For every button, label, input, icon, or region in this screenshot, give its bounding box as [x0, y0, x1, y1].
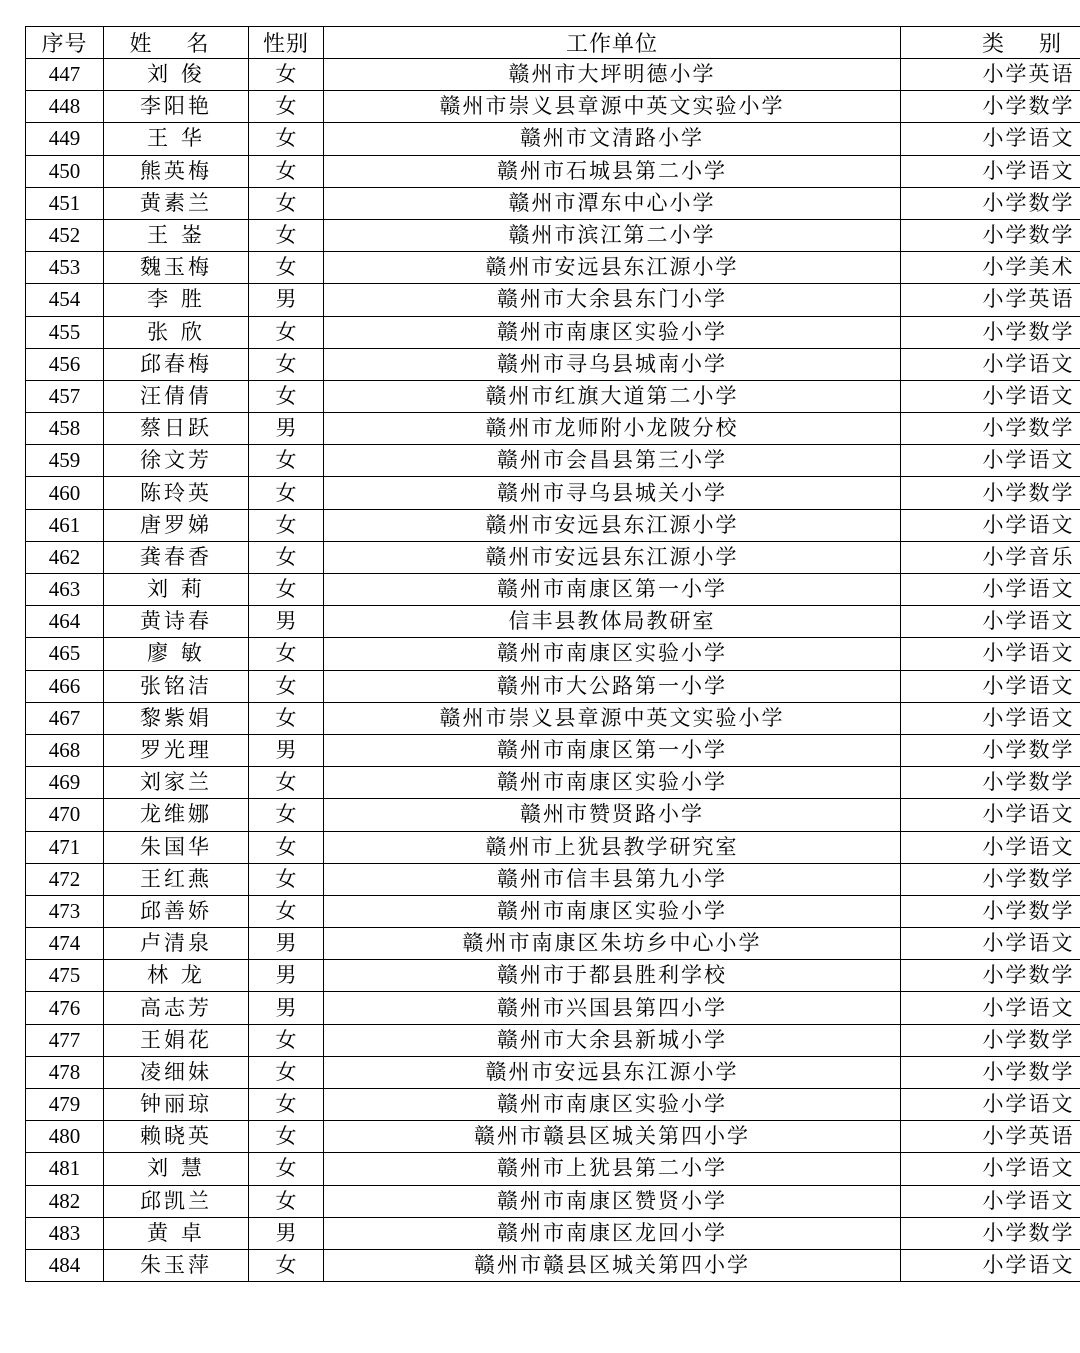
- cell-name: 邱善娇: [104, 895, 249, 927]
- cell-work-unit: 赣州市上犹县教学研究室: [324, 831, 901, 863]
- header-serial-number: 序号: [26, 27, 104, 59]
- cell-category: 小学数学: [901, 187, 1080, 219]
- table-row: [26, 606, 1080, 638]
- table-row: [26, 284, 1080, 316]
- cell-category: 小学英语: [901, 1121, 1080, 1153]
- cell-serial-number: 463: [26, 574, 104, 606]
- cell-gender: 女: [249, 895, 324, 927]
- cell-name: 黎紫娟: [104, 702, 249, 734]
- cell-work-unit: 信丰县教体局教研室: [324, 606, 901, 638]
- cell-category: 小学英语: [901, 59, 1080, 91]
- cell-gender: 女: [249, 574, 324, 606]
- table-row: [26, 574, 1080, 606]
- cell-category: 小学语文: [901, 1185, 1080, 1217]
- table-row: [26, 413, 1080, 445]
- table-row: [26, 799, 1080, 831]
- cell-gender: 女: [249, 863, 324, 895]
- cell-category: 小学数学: [901, 316, 1080, 348]
- cell-work-unit: 赣州市安远县东江源小学: [324, 541, 901, 573]
- cell-name: 刘家兰: [104, 767, 249, 799]
- cell-work-unit: 赣州市崇义县章源中英文实验小学: [324, 702, 901, 734]
- cell-gender: 女: [249, 477, 324, 509]
- cell-serial-number: 464: [26, 606, 104, 638]
- cell-work-unit: 赣州市滨江第二小学: [324, 219, 901, 251]
- cell-category: 小学语文: [901, 1249, 1080, 1281]
- cell-name: 邱凯兰: [104, 1185, 249, 1217]
- cell-serial-number: 471: [26, 831, 104, 863]
- cell-gender: 女: [249, 316, 324, 348]
- table-row: [26, 1121, 1080, 1153]
- cell-work-unit: 赣州市大公路第一小学: [324, 670, 901, 702]
- cell-serial-number: 447: [26, 59, 104, 91]
- cell-work-unit: 赣州市文清路小学: [324, 123, 901, 155]
- cell-gender: 女: [249, 123, 324, 155]
- cell-category: 小学语文: [901, 574, 1080, 606]
- cell-name: 蔡日跃: [104, 413, 249, 445]
- table-row: [26, 316, 1080, 348]
- cell-name: 朱玉萍: [104, 1249, 249, 1281]
- cell-work-unit: 赣州市信丰县第九小学: [324, 863, 901, 895]
- table-row: [26, 348, 1080, 380]
- cell-name: 凌细妹: [104, 1056, 249, 1088]
- cell-name: 刘 慧: [104, 1153, 249, 1185]
- table-row: [26, 123, 1080, 155]
- cell-gender: 男: [249, 413, 324, 445]
- table-row: [26, 1024, 1080, 1056]
- cell-gender: 男: [249, 734, 324, 766]
- table-row: [26, 541, 1080, 573]
- cell-category: 小学语文: [901, 992, 1080, 1024]
- table-row: [26, 1153, 1080, 1185]
- cell-work-unit: 赣州市上犹县第二小学: [324, 1153, 901, 1185]
- cell-serial-number: 484: [26, 1249, 104, 1281]
- cell-category: 小学语文: [901, 155, 1080, 187]
- cell-name: 刘 俊: [104, 59, 249, 91]
- table-row: [26, 380, 1080, 412]
- roster-sheet: [25, 26, 1075, 1282]
- table-row: [26, 219, 1080, 251]
- cell-serial-number: 469: [26, 767, 104, 799]
- cell-gender: 男: [249, 960, 324, 992]
- cell-name: 张铭洁: [104, 670, 249, 702]
- cell-name: 黄诗春: [104, 606, 249, 638]
- table-row: [26, 1249, 1080, 1281]
- cell-name: 熊英梅: [104, 155, 249, 187]
- cell-serial-number: 476: [26, 992, 104, 1024]
- cell-serial-number: 472: [26, 863, 104, 895]
- cell-category: 小学数学: [901, 734, 1080, 766]
- cell-name: 魏玉梅: [104, 252, 249, 284]
- cell-name: 龚春香: [104, 541, 249, 573]
- table-row: [26, 928, 1080, 960]
- cell-name: 赖晓英: [104, 1121, 249, 1153]
- cell-category: 小学语文: [901, 123, 1080, 155]
- cell-name: 张 欣: [104, 316, 249, 348]
- cell-category: 小学数学: [901, 767, 1080, 799]
- cell-category: 小学语文: [901, 799, 1080, 831]
- table-row: [26, 445, 1080, 477]
- cell-name: 廖 敏: [104, 638, 249, 670]
- table-row: [26, 252, 1080, 284]
- table-row: [26, 831, 1080, 863]
- cell-gender: 女: [249, 1089, 324, 1121]
- cell-serial-number: 481: [26, 1153, 104, 1185]
- cell-work-unit: 赣州市赣县区城关第四小学: [324, 1121, 901, 1153]
- cell-name: 朱国华: [104, 831, 249, 863]
- cell-work-unit: 赣州市龙师附小龙陂分校: [324, 413, 901, 445]
- cell-name: 邱春梅: [104, 348, 249, 380]
- cell-name: 龙维娜: [104, 799, 249, 831]
- table-row: [26, 960, 1080, 992]
- cell-category: 小学语文: [901, 928, 1080, 960]
- table-row: [26, 863, 1080, 895]
- cell-work-unit: 赣州市石城县第二小学: [324, 155, 901, 187]
- cell-name: 黄 卓: [104, 1217, 249, 1249]
- cell-work-unit: 赣州市潭东中心小学: [324, 187, 901, 219]
- cell-gender: 男: [249, 606, 324, 638]
- cell-name: 王娟花: [104, 1024, 249, 1056]
- cell-serial-number: 468: [26, 734, 104, 766]
- cell-work-unit: 赣州市会昌县第三小学: [324, 445, 901, 477]
- cell-name: 李 胜: [104, 284, 249, 316]
- cell-name: 王 崟: [104, 219, 249, 251]
- cell-serial-number: 474: [26, 928, 104, 960]
- cell-category: 小学语文: [901, 702, 1080, 734]
- cell-name: 王红燕: [104, 863, 249, 895]
- cell-work-unit: 赣州市南康区实验小学: [324, 895, 901, 927]
- table-row: [26, 670, 1080, 702]
- cell-gender: 女: [249, 799, 324, 831]
- table-row: [26, 187, 1080, 219]
- cell-work-unit: 赣州市崇义县章源中英文实验小学: [324, 91, 901, 123]
- cell-category: 小学数学: [901, 1056, 1080, 1088]
- cell-category: 小学数学: [901, 960, 1080, 992]
- cell-gender: 女: [249, 1056, 324, 1088]
- table-header: [26, 27, 1080, 59]
- cell-name: 林 龙: [104, 960, 249, 992]
- cell-name: 卢清泉: [104, 928, 249, 960]
- cell-work-unit: 赣州市南康区实验小学: [324, 316, 901, 348]
- cell-work-unit: 赣州市赞贤路小学: [324, 799, 901, 831]
- cell-serial-number: 465: [26, 638, 104, 670]
- cell-serial-number: 462: [26, 541, 104, 573]
- cell-work-unit: 赣州市大余县新城小学: [324, 1024, 901, 1056]
- cell-name: 陈玲英: [104, 477, 249, 509]
- cell-name: 罗光理: [104, 734, 249, 766]
- cell-gender: 女: [249, 702, 324, 734]
- cell-work-unit: 赣州市安远县东江源小学: [324, 252, 901, 284]
- header-gender: 性别: [249, 27, 324, 59]
- header-work-unit: 工作单位: [324, 27, 901, 59]
- cell-gender: 女: [249, 219, 324, 251]
- header-row: [26, 27, 1080, 59]
- table-row: [26, 509, 1080, 541]
- header-category: 类 别: [901, 27, 1080, 59]
- cell-gender: 女: [249, 187, 324, 219]
- table-row: [26, 638, 1080, 670]
- cell-category: 小学英语: [901, 284, 1080, 316]
- cell-category: 小学数学: [901, 895, 1080, 927]
- cell-category: 小学语文: [901, 638, 1080, 670]
- cell-serial-number: 475: [26, 960, 104, 992]
- cell-gender: 女: [249, 1153, 324, 1185]
- cell-category: 小学语文: [901, 1153, 1080, 1185]
- cell-category: 小学数学: [901, 1217, 1080, 1249]
- cell-work-unit: 赣州市南康区第一小学: [324, 574, 901, 606]
- cell-work-unit: 赣州市安远县东江源小学: [324, 509, 901, 541]
- cell-serial-number: 459: [26, 445, 104, 477]
- cell-serial-number: 482: [26, 1185, 104, 1217]
- cell-name: 刘 莉: [104, 574, 249, 606]
- cell-gender: 女: [249, 1121, 324, 1153]
- cell-name: 徐文芳: [104, 445, 249, 477]
- cell-serial-number: 460: [26, 477, 104, 509]
- table-row: [26, 1056, 1080, 1088]
- cell-gender: 男: [249, 928, 324, 960]
- cell-category: 小学语文: [901, 831, 1080, 863]
- cell-category: 小学语文: [901, 348, 1080, 380]
- cell-work-unit: 赣州市安远县东江源小学: [324, 1056, 901, 1088]
- cell-work-unit: 赣州市红旗大道第二小学: [324, 380, 901, 412]
- cell-name: 钟丽琼: [104, 1089, 249, 1121]
- cell-category: 小学语文: [901, 509, 1080, 541]
- table-row: [26, 702, 1080, 734]
- cell-category: 小学数学: [901, 91, 1080, 123]
- cell-serial-number: 451: [26, 187, 104, 219]
- cell-gender: 女: [249, 1249, 324, 1281]
- cell-name: 高志芳: [104, 992, 249, 1024]
- cell-category: 小学音乐: [901, 541, 1080, 573]
- cell-work-unit: 赣州市大余县东门小学: [324, 284, 901, 316]
- cell-gender: 女: [249, 1185, 324, 1217]
- table-row: [26, 59, 1080, 91]
- cell-gender: 女: [249, 509, 324, 541]
- cell-category: 小学数学: [901, 863, 1080, 895]
- header-name: 姓 名: [104, 27, 249, 59]
- cell-category: 小学数学: [901, 413, 1080, 445]
- cell-category: 小学美术: [901, 252, 1080, 284]
- cell-name: 黄素兰: [104, 187, 249, 219]
- cell-gender: 女: [249, 638, 324, 670]
- cell-gender: 男: [249, 284, 324, 316]
- cell-serial-number: 452: [26, 219, 104, 251]
- teacher-roster-table: [25, 26, 1080, 1282]
- cell-gender: 女: [249, 541, 324, 573]
- cell-serial-number: 483: [26, 1217, 104, 1249]
- cell-gender: 男: [249, 992, 324, 1024]
- cell-category: 小学数学: [901, 477, 1080, 509]
- cell-category: 小学语文: [901, 445, 1080, 477]
- cell-serial-number: 467: [26, 702, 104, 734]
- cell-work-unit: 赣州市南康区第一小学: [324, 734, 901, 766]
- cell-work-unit: 赣州市南康区朱坊乡中心小学: [324, 928, 901, 960]
- cell-serial-number: 450: [26, 155, 104, 187]
- cell-gender: 女: [249, 252, 324, 284]
- cell-work-unit: 赣州市南康区实验小学: [324, 1089, 901, 1121]
- cell-work-unit: 赣州市赣县区城关第四小学: [324, 1249, 901, 1281]
- cell-gender: 女: [249, 670, 324, 702]
- cell-serial-number: 449: [26, 123, 104, 155]
- cell-serial-number: 457: [26, 380, 104, 412]
- cell-category: 小学语文: [901, 670, 1080, 702]
- cell-serial-number: 458: [26, 413, 104, 445]
- cell-serial-number: 473: [26, 895, 104, 927]
- cell-serial-number: 456: [26, 348, 104, 380]
- table-row: [26, 767, 1080, 799]
- cell-name: 王 华: [104, 123, 249, 155]
- cell-gender: 女: [249, 380, 324, 412]
- cell-gender: 女: [249, 155, 324, 187]
- cell-serial-number: 453: [26, 252, 104, 284]
- cell-gender: 女: [249, 767, 324, 799]
- cell-gender: 女: [249, 445, 324, 477]
- cell-work-unit: 赣州市南康区实验小学: [324, 638, 901, 670]
- cell-work-unit: 赣州市大坪明德小学: [324, 59, 901, 91]
- table-row: [26, 1185, 1080, 1217]
- cell-gender: 女: [249, 1024, 324, 1056]
- cell-work-unit: 赣州市寻乌县城南小学: [324, 348, 901, 380]
- table-row: [26, 895, 1080, 927]
- cell-serial-number: 461: [26, 509, 104, 541]
- table-row: [26, 155, 1080, 187]
- table-body: [26, 59, 1080, 1282]
- cell-gender: 女: [249, 91, 324, 123]
- cell-category: 小学语文: [901, 1089, 1080, 1121]
- cell-work-unit: 赣州市南康区赞贤小学: [324, 1185, 901, 1217]
- cell-serial-number: 466: [26, 670, 104, 702]
- cell-gender: 男: [249, 1217, 324, 1249]
- cell-gender: 女: [249, 59, 324, 91]
- cell-work-unit: 赣州市南康区龙回小学: [324, 1217, 901, 1249]
- cell-serial-number: 478: [26, 1056, 104, 1088]
- cell-name: 汪倩倩: [104, 380, 249, 412]
- cell-serial-number: 448: [26, 91, 104, 123]
- cell-gender: 女: [249, 348, 324, 380]
- cell-gender: 女: [249, 831, 324, 863]
- cell-work-unit: 赣州市南康区实验小学: [324, 767, 901, 799]
- cell-category: 小学数学: [901, 219, 1080, 251]
- cell-category: 小学语文: [901, 380, 1080, 412]
- table-row: [26, 1217, 1080, 1249]
- cell-name: 李阳艳: [104, 91, 249, 123]
- cell-category: 小学语文: [901, 606, 1080, 638]
- table-row: [26, 734, 1080, 766]
- table-row: [26, 477, 1080, 509]
- cell-work-unit: 赣州市寻乌县城关小学: [324, 477, 901, 509]
- table-row: [26, 992, 1080, 1024]
- cell-serial-number: 479: [26, 1089, 104, 1121]
- cell-serial-number: 455: [26, 316, 104, 348]
- cell-category: 小学数学: [901, 1024, 1080, 1056]
- table-row: [26, 1089, 1080, 1121]
- cell-serial-number: 480: [26, 1121, 104, 1153]
- cell-work-unit: 赣州市兴国县第四小学: [324, 992, 901, 1024]
- table-row: [26, 91, 1080, 123]
- cell-serial-number: 477: [26, 1024, 104, 1056]
- cell-serial-number: 470: [26, 799, 104, 831]
- cell-serial-number: 454: [26, 284, 104, 316]
- cell-name: 唐罗娣: [104, 509, 249, 541]
- cell-work-unit: 赣州市于都县胜利学校: [324, 960, 901, 992]
